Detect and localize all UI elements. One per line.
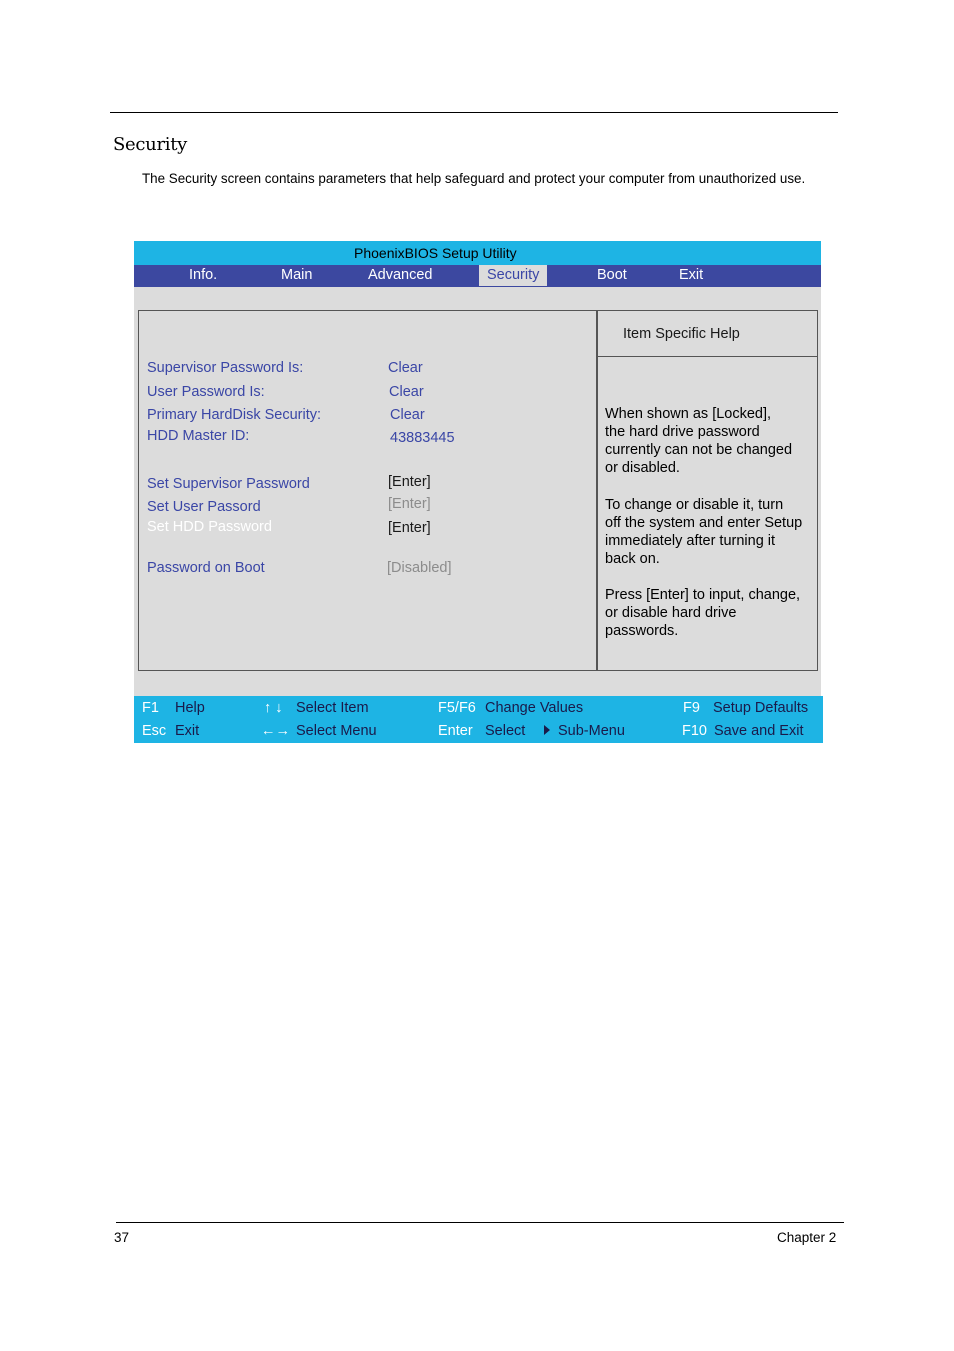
sub-menu-desc bbox=[544, 723, 625, 739]
help-line: or disable hard drive bbox=[605, 605, 737, 621]
sub-menu-label: Sub-Menu bbox=[558, 723, 625, 739]
key-esc: Esc bbox=[142, 723, 167, 739]
chapter-label: Chapter 2 bbox=[777, 1230, 837, 1245]
user-password-status-label: User Password Is: bbox=[147, 384, 265, 400]
bottom-rule bbox=[116, 1222, 844, 1223]
select-menu-desc: Select Menu bbox=[296, 723, 377, 739]
set-hdd-password-item[interactable]: Set HDD Password bbox=[147, 519, 272, 535]
key-f1: F1 bbox=[142, 700, 159, 716]
hdd-master-id-value: 43883445 bbox=[390, 430, 455, 446]
bios-footer bbox=[134, 696, 823, 743]
help-line: the hard drive password bbox=[605, 424, 760, 440]
help-paragraph-locked bbox=[605, 405, 820, 477]
arrow-up-down-icon: ↑ ↓ bbox=[264, 700, 283, 716]
menu-item-main[interactable]: Main bbox=[281, 267, 313, 283]
bios-menu-bar bbox=[134, 265, 821, 287]
menu-item-exit[interactable]: Exit bbox=[679, 267, 704, 283]
menu-item-security[interactable]: Security bbox=[479, 265, 547, 286]
primary-harddisk-security-value: Clear bbox=[390, 407, 425, 423]
set-supervisor-password-item[interactable]: Set Supervisor Password bbox=[147, 476, 310, 492]
help-paragraph-change bbox=[605, 496, 820, 568]
set-hdd-password-value[interactable]: [Enter] bbox=[388, 520, 431, 536]
bios-title-bar bbox=[134, 241, 821, 265]
key-enter: Enter bbox=[438, 723, 473, 739]
settings-panel bbox=[138, 310, 597, 671]
help-line: When shown as [Locked], bbox=[605, 406, 772, 422]
password-on-boot-item[interactable]: Password on Boot bbox=[147, 560, 265, 576]
section-title: Security bbox=[113, 134, 188, 155]
help-line: To change or disable it, turn bbox=[605, 497, 784, 513]
help-line: or disabled. bbox=[605, 460, 680, 476]
primary-harddisk-security-label: Primary HardDisk Security: bbox=[147, 407, 322, 423]
intro-paragraph: The Security screen contains parameters that help safeguard and protect your computer from unauthorized use. bbox=[142, 171, 806, 186]
menu-item-info[interactable]: Info. bbox=[189, 267, 218, 283]
bios-title: PhoenixBIOS Setup Utility bbox=[354, 245, 517, 261]
help-paragraph-enter bbox=[605, 586, 820, 640]
help-line: Press [Enter] to input, change, bbox=[605, 587, 801, 603]
help-line: passwords. bbox=[605, 623, 679, 639]
set-supervisor-password-value[interactable]: [Enter] bbox=[388, 474, 431, 490]
triangle-right-icon bbox=[544, 725, 550, 735]
password-on-boot-value[interactable]: [Disabled] bbox=[387, 560, 452, 576]
key-f5-f6: F5/F6 bbox=[438, 700, 476, 716]
help-line: currently can not be changed bbox=[605, 442, 793, 458]
setup-defaults-desc: Setup Defaults bbox=[713, 700, 809, 716]
supervisor-password-status-value: Clear bbox=[388, 360, 423, 376]
hdd-master-id-label: HDD Master ID: bbox=[147, 428, 250, 444]
menu-item-boot[interactable]: Boot bbox=[597, 267, 627, 283]
set-user-password-value[interactable]: [Enter] bbox=[388, 496, 431, 512]
change-values-desc: Change Values bbox=[485, 700, 584, 716]
select-item-desc: Select Item bbox=[296, 700, 369, 716]
set-user-password-item[interactable]: Set User Passord bbox=[147, 499, 261, 515]
arrow-left-right-icon: ←→ bbox=[261, 723, 290, 739]
user-password-status-value: Clear bbox=[389, 384, 424, 400]
exit-key-desc: Exit bbox=[175, 723, 200, 739]
save-and-exit-desc: Save and Exit bbox=[714, 723, 804, 739]
page-number: 37 bbox=[114, 1230, 130, 1245]
help-line: immediately after turning it bbox=[605, 533, 776, 549]
select-desc: Select bbox=[485, 723, 526, 739]
key-f9: F9 bbox=[683, 700, 700, 716]
help-title: Item Specific Help bbox=[623, 326, 740, 342]
key-f10: F10 bbox=[682, 723, 707, 739]
supervisor-password-status-label: Supervisor Password Is: bbox=[147, 360, 304, 376]
menu-item-advanced[interactable]: Advanced bbox=[368, 267, 433, 283]
top-rule bbox=[110, 112, 838, 113]
help-key-desc: Help bbox=[175, 700, 205, 716]
bios-screenshot bbox=[134, 241, 821, 743]
help-line: off the system and enter Setup bbox=[605, 515, 803, 531]
help-panel bbox=[597, 310, 818, 671]
help-header bbox=[598, 311, 817, 357]
help-line: back on. bbox=[605, 551, 660, 567]
